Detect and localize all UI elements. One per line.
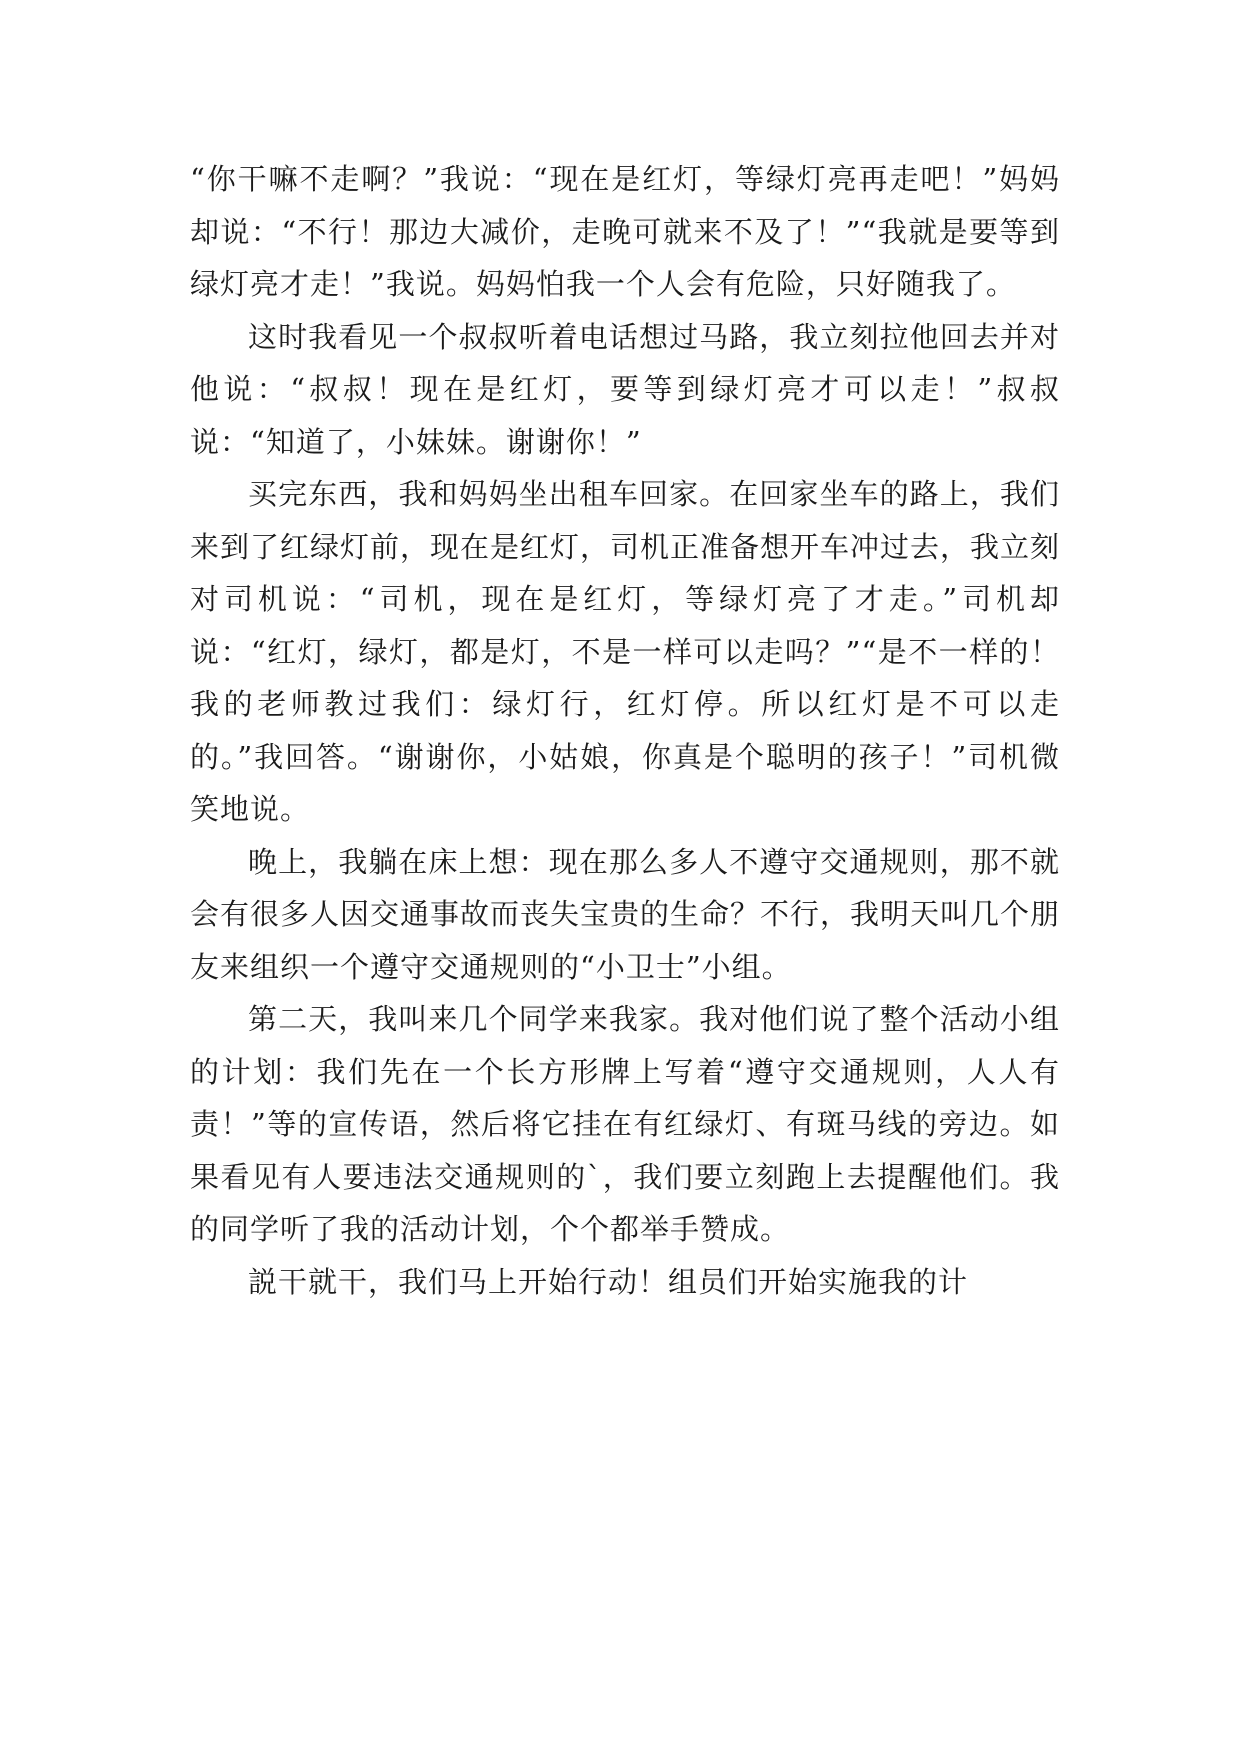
paragraph-continued: “你干嘛不走啊？”我说：“现在是红灯，等绿灯亮再走吧！”妈妈却说：“不行！那边大减价，走晚可就来不及了！”“我就是要等到绿灯亮才走！”我说。妈妈怕我一个人会有危险，只好随我了。 [190,162,1060,301]
paragraph: 晚上，我躺在床上想：现在那么多人不遵守交通规则，那不就会有很多人因交通事故而丧失宝贵的生命？不行，我明天叫几个朋友来组织一个遵守交通规则的“小卫士”小组。 [190,844,1061,984]
document-body [190,153,1060,1308]
paragraph: 这时我看见一个叔叔听着电话想过马路，我立刻拉他回去并对他说：“叔叔！现在是红灯，要等到绿灯亮才可以走！”叔叔说：“知道了，小妹妹。谢谢你！” [190,319,1060,459]
paragraph-truncated: 説干就干，我们马上开始行动！组员们开始实施我的计 [248,1264,969,1299]
paragraph: 买完东西，我和妈妈坐出租车回家。在回家坐车的路上，我们来到了红绿灯前，现在是红灯，司机正准备想开车冲过去，我立刻对司机说：“司机，现在是红灯，等绿灯亮了才走。”司机却说：“红灯，绿灯，都是灯，不是一样可以走吗？”“是不一样的！我的老师教过我们：绿灯行，红灯停。所以红灯是不可以走的。”我回答。“谢谢你，小姑娘，你真是个聪明的孩子！”司机微笑地说。 [190,477,1061,826]
paragraph: 第二天，我叫来几个同学来我家。我对他们说了整个活动小组的计划：我们先在一个长方形牌上写着“遵守交通规则，人人有责！”等的宣传语，然后将它挂在有红绿灯、有斑马线的旁边。如果看见有人要违法交通规则的`，我们要立刻跑上去提醒他们。我的同学听了我的活动计划，个个都举手赞成。 [190,1002,1060,1246]
